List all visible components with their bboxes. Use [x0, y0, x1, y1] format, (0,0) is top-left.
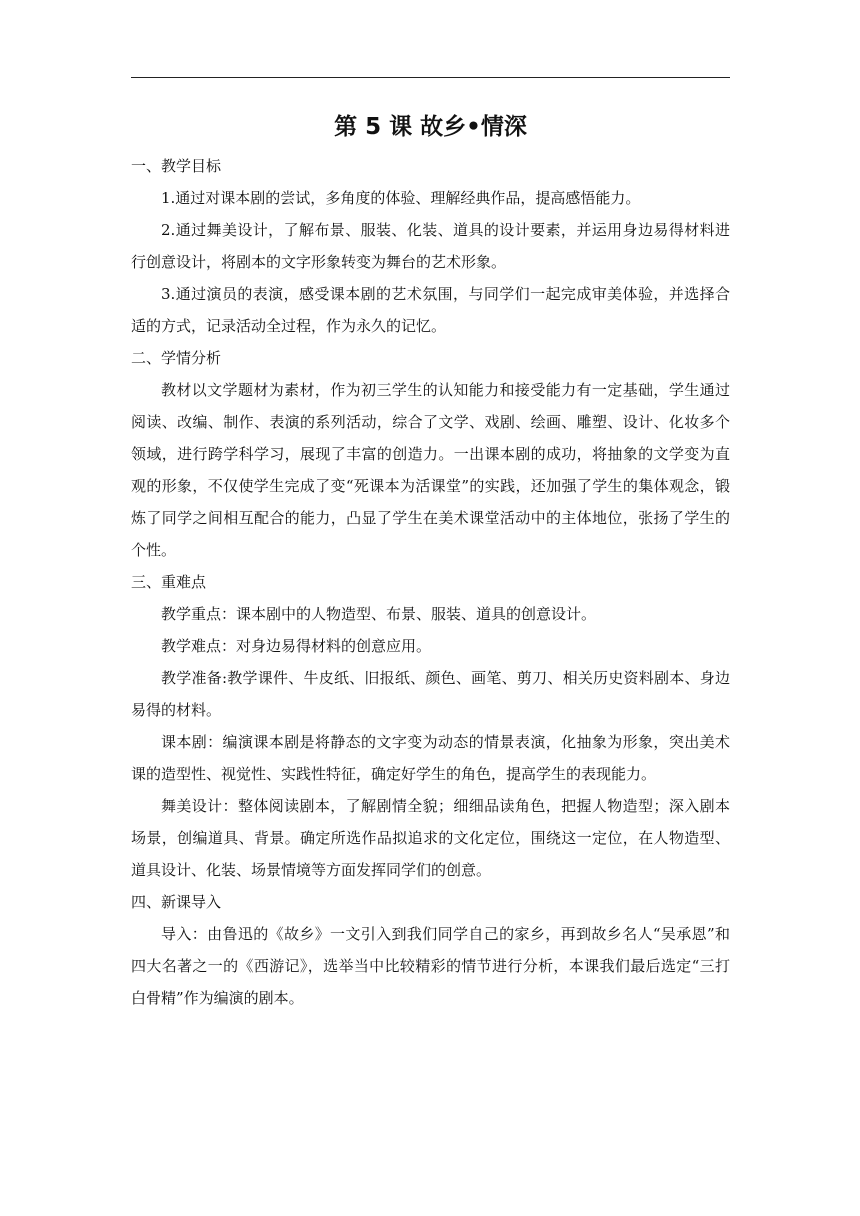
section-heading-key-points: 三、重难点 — [131, 573, 207, 591]
paragraph: 教材以文学题材为素材，作为初三学生的认知能力和接受能力有一定基础，学生通过阅读、改编、制作、表演的系列活动，综合了文学、戏剧、绘画、雕塑、设计、化妆多个领域，进行跨学科学习，展现了丰富的创造力。一出课本剧的成功，将抽象的文学变为直观的形象，不仅使学生完成了变“死课本为活课堂”的实践，还加强了学生的集体观念，锻炼了同学之间相互配合的能力，凸显了学生在美术课堂活动中的主体地位，张扬了学生的个性。 — [131, 381, 730, 559]
lesson-title: 第 5 课 故乡•情深 — [334, 114, 527, 140]
paragraph: 3.通过演员的表演，感受课本剧的艺术氛围，与同学们一起完成审美体验，并选择合适的方式，记录活动全过程，作为永久的记忆。 — [131, 285, 730, 335]
section-heading-introduction: 四、新课导入 — [131, 893, 222, 911]
paragraph: 课本剧：编演课本剧是将静态的文字变为动态的情景表演，化抽象为形象，突出美术课的造型性、视觉性、实践性特征，确定好学生的角色，提高学生的表现能力。 — [131, 733, 730, 783]
paragraph: 2.通过舞美设计，了解布景、服装、化装、道具的设计要素，并运用身边易得材料进行创意设计，将剧本的文字形象转变为舞台的艺术形象。 — [131, 221, 730, 271]
paragraph: 教学准备:教学课件、牛皮纸、旧报纸、颜色、画笔、剪刀、相关历史资料剧本、身边易得的材料。 — [131, 669, 730, 719]
section-heading-objectives: 一、教学目标 — [131, 157, 222, 175]
section-heading-analysis: 二、学情分析 — [131, 349, 222, 367]
header-rule — [131, 77, 730, 78]
paragraph: 舞美设计：整体阅读剧本，了解剧情全貌；细细品读角色，把握人物造型；深入剧本场景，创编道具、背景。确定所选作品拟追求的文化定位，围绕这一定位，在人物造型、道具设计、化装、场景情境等方面发挥同学们的创意。 — [131, 797, 730, 879]
paragraph: 1.通过对课本剧的尝试，多角度的体验、理解经典作品，提高感悟能力。 — [161, 189, 641, 207]
paragraph: 教学重点：课本剧中的人物造型、布景、服装、道具的创意设计。 — [161, 605, 597, 623]
paragraph: 导入：由鲁迅的《故乡》一文引入到我们同学自己的家乡，再到故乡名人“吴承恩”和四大名著之一的《西游记》，选举当中比较精彩的情节进行分析，本课我们最后选定“三打白骨精”作为编演的剧本。 — [131, 925, 730, 1007]
document-body — [131, 150, 730, 1014]
paragraph: 教学难点：对身边易得材料的创意应用。 — [161, 637, 432, 655]
